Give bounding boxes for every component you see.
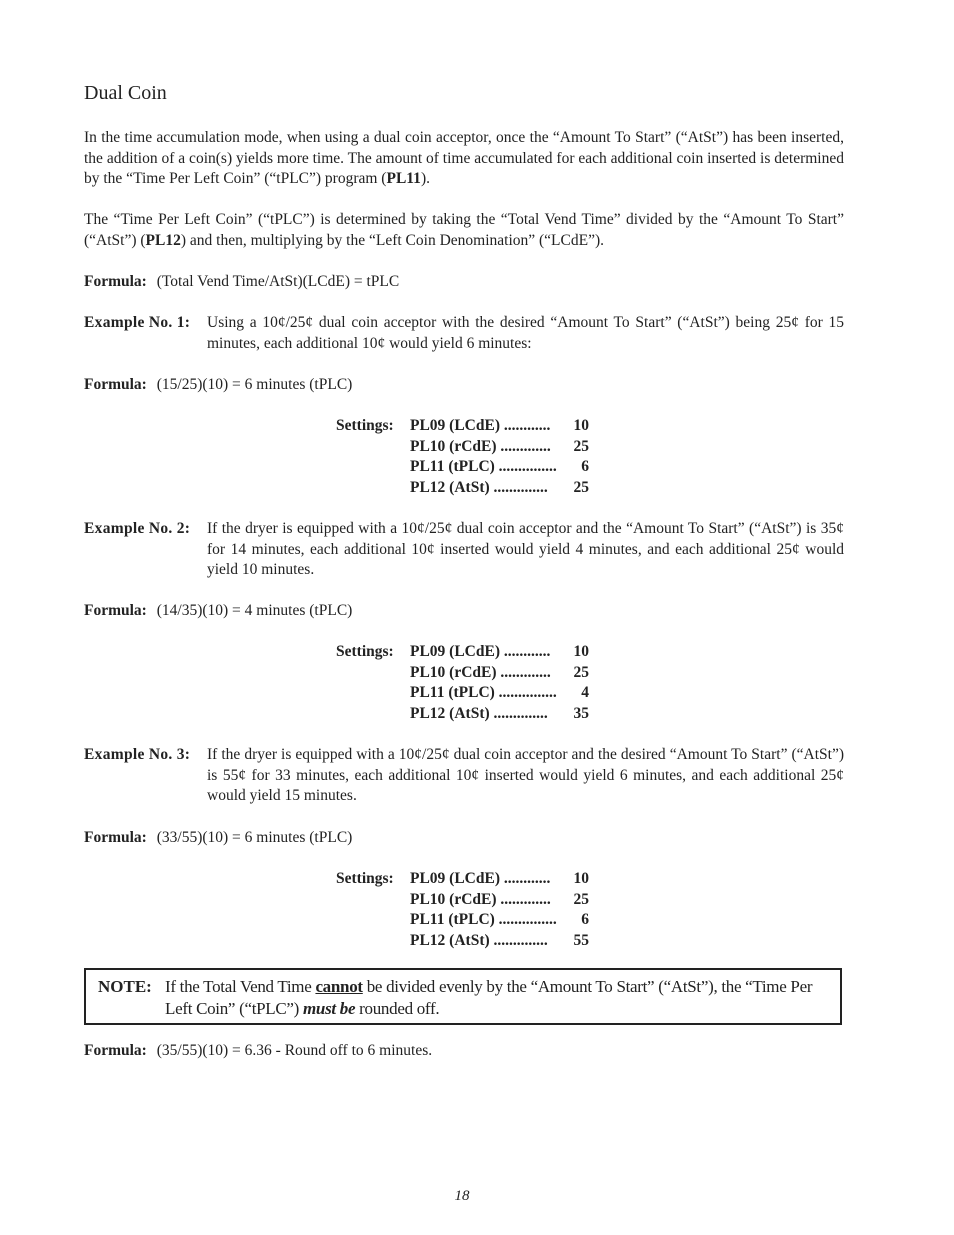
settings-row: PL11 (tPLC) ............... 4 xyxy=(410,684,589,702)
settings-block-1 xyxy=(336,416,589,498)
settings-row: PL10 (rCdE) ............. 25 xyxy=(410,663,589,681)
settings-row: Settings: PL09 (LCdE) ............ 10 xyxy=(336,870,589,887)
settings-row: Settings: PL09 (LCdE) ............ 10 xyxy=(336,643,589,660)
note-label: NOTE: xyxy=(98,977,152,996)
intro-paragraph: In the time accumulation mode, when using a dual coin acceptor, once the “Amount To Start” (“AtSt”) has been inserted, the addition of a coin(s) yields more time. The amount of time accumulated for each additional coin inserted is determined by the “Time Per Left Coin” (“tPLC”) program (PL11). xyxy=(84,129,844,188)
example-label: Example No. 2: xyxy=(84,520,191,537)
settings-row: PL12 (AtSt) .............. 25 xyxy=(410,478,589,496)
page-number: 18 xyxy=(454,1188,470,1204)
example-text: Using a 10¢/25¢ dual coin acceptor with the desired “Amount To Start” (“AtSt”) being 25¢ for 15 minutes, each additional 10¢ would yield 6 minutes: xyxy=(207,314,844,352)
note-box xyxy=(84,968,842,1025)
example-1 xyxy=(84,313,844,354)
program-ref-pl11: PL11 xyxy=(386,170,421,188)
example-text: If the dryer is equipped with a 10¢/25¢ dual coin acceptor and the desired “Amount To Start” (“AtSt”) is 55¢ for 33 minutes, each additional 10¢ inserted would yield 6 minutes, and each additional 25¢ would yield 15 minutes. xyxy=(207,746,844,805)
formula-general: Formula: (Total Vend Time/AtSt)(LCdE) = tPLC xyxy=(84,273,400,290)
settings-block-2 xyxy=(336,642,589,724)
example-2 xyxy=(84,519,844,581)
example-label: Example No. 1: xyxy=(84,314,191,331)
settings-block-3 xyxy=(336,869,589,951)
settings-row: Settings: PL09 (LCdE) ............ 10 xyxy=(336,417,589,434)
settings-row: PL11 (tPLC) ............... 6 xyxy=(410,911,589,929)
section-heading: Dual Coin xyxy=(84,82,167,104)
settings-row: PL12 (AtSt) .............. 35 xyxy=(410,704,589,722)
formula-example-1: Formula: (15/25)(10) = 6 minutes (tPLC) xyxy=(84,376,353,393)
formula-example-2: Formula: (14/35)(10) = 4 minutes (tPLC) xyxy=(84,602,353,619)
example-text: If the dryer is equipped with a 10¢/25¢ dual coin acceptor and the “Amount To Start” (“AtSt”) is 35¢ for 14 minutes, each additional 10¢ inserted would yield 4 minutes, and each additional 25¢ would yield 10 minutes. xyxy=(207,520,844,579)
note-text: If the Total Vend Time cannot be divided evenly by the “Amount To Start” (“AtSt”), the “Time Per Left Coin” (“tPLC”) must be rounded off. xyxy=(165,977,813,1018)
example-3 xyxy=(84,745,844,807)
settings-row: PL11 (tPLC) ............... 6 xyxy=(410,458,589,476)
formula-example-3: Formula: (33/55)(10) = 6 minutes (tPLC) xyxy=(84,829,353,846)
note-emphasis-cannot: cannot xyxy=(315,977,363,996)
definition-paragraph: The “Time Per Left Coin” (“tPLC”) is determined by taking the “Total Vend Time” divided by the “Amount To Start” (“AtSt”) (PL12) and then, multiplying by the “Left Coin Denomination” (“LCdE”). xyxy=(84,211,844,249)
settings-row: PL10 (rCdE) ............. 25 xyxy=(410,890,589,908)
settings-row: PL12 (AtSt) .............. 55 xyxy=(410,931,589,949)
formula-note: Formula: (35/55)(10) = 6.36 - Round off to 6 minutes. xyxy=(84,1042,433,1059)
settings-row: PL10 (rCdE) ............. 25 xyxy=(410,437,589,455)
example-label: Example No. 3: xyxy=(84,746,191,763)
note-emphasis-must-be: must be xyxy=(303,999,356,1018)
program-ref-pl12: PL12 xyxy=(145,231,181,249)
